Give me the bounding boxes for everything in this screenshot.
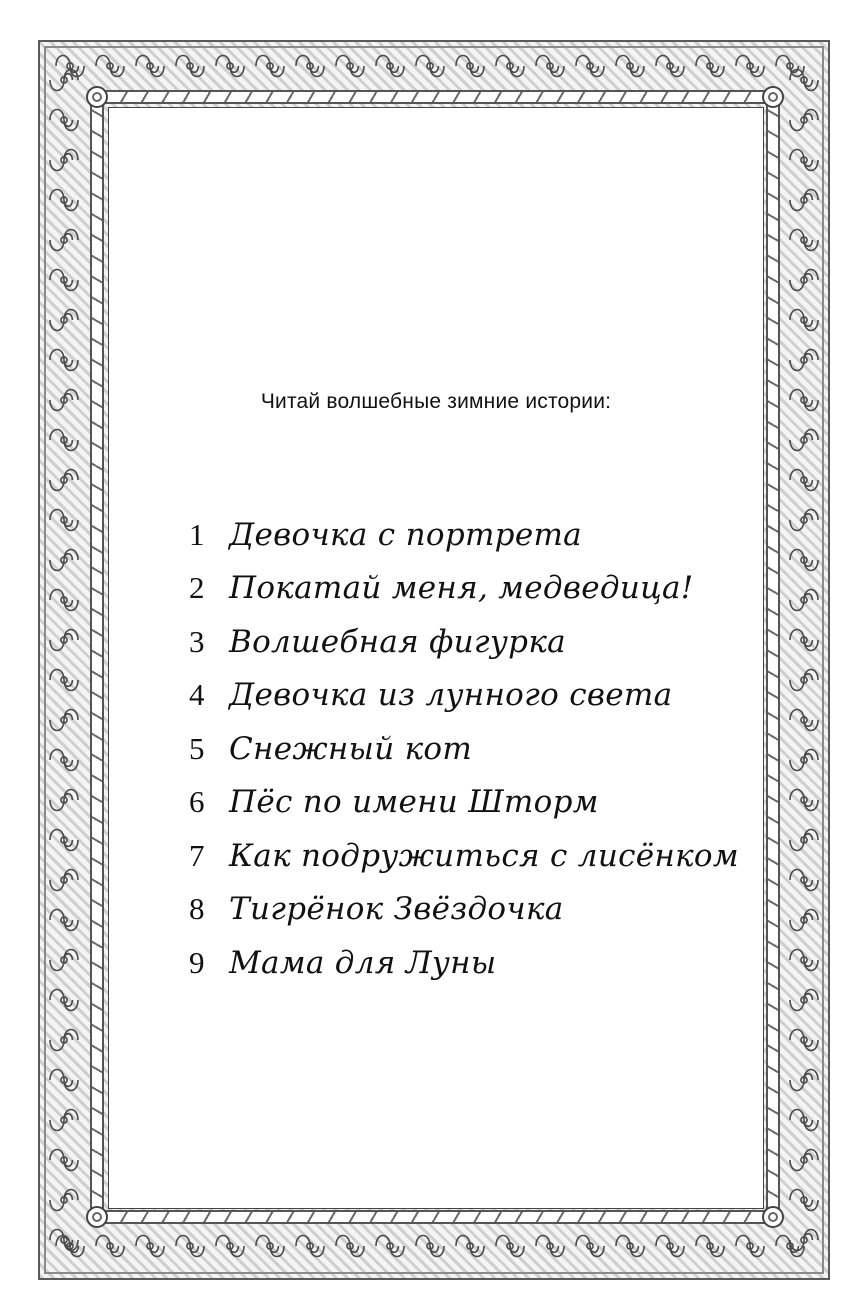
corner-knob-bottom-left — [86, 1206, 108, 1228]
toc-number: 3 — [189, 623, 205, 659]
toc-item — [189, 615, 739, 669]
toc-item — [189, 669, 739, 723]
toc-item — [189, 722, 739, 776]
toc-number: 9 — [189, 944, 205, 980]
toc-number: 6 — [189, 784, 205, 820]
toc-item — [189, 562, 739, 616]
toc-item — [189, 883, 739, 937]
top-rope-rail — [98, 90, 774, 104]
toc-number: 7 — [189, 837, 205, 873]
toc-number: 1 — [189, 516, 205, 552]
content-panel — [108, 107, 764, 1209]
table-of-contents — [189, 508, 739, 990]
corner-knob-bottom-right — [762, 1206, 784, 1228]
page-heading: Читай волшебные зимние истории: — [260, 390, 612, 413]
toc-number: 2 — [189, 570, 205, 606]
toc-title: Тигрёнок Звёздочка — [229, 891, 564, 928]
toc-title: Девочка с портрета — [229, 516, 582, 553]
toc-item — [189, 776, 739, 830]
toc-number: 8 — [189, 891, 205, 927]
toc-title: Как подружиться с лисёнком — [229, 837, 739, 874]
toc-item — [189, 829, 739, 883]
toc-number: 5 — [189, 730, 205, 766]
toc-title: Девочка из лунного света — [229, 677, 673, 714]
toc-item — [189, 508, 739, 562]
bottom-rope-rail — [98, 1210, 774, 1224]
toc-title: Покатай меня, медведица! — [229, 570, 694, 607]
corner-knob-top-right — [762, 86, 784, 108]
toc-title: Пёс по имени Шторм — [229, 784, 599, 821]
toc-item — [189, 936, 739, 990]
right-rope-rail — [766, 98, 780, 1220]
toc-title: Волшебная фигурка — [229, 623, 566, 660]
toc-title: Снежный кот — [229, 730, 473, 767]
toc-title: Мама для Луны — [229, 944, 497, 981]
toc-number: 4 — [189, 677, 205, 713]
corner-knob-top-left — [86, 86, 108, 108]
left-rope-rail — [90, 98, 104, 1220]
